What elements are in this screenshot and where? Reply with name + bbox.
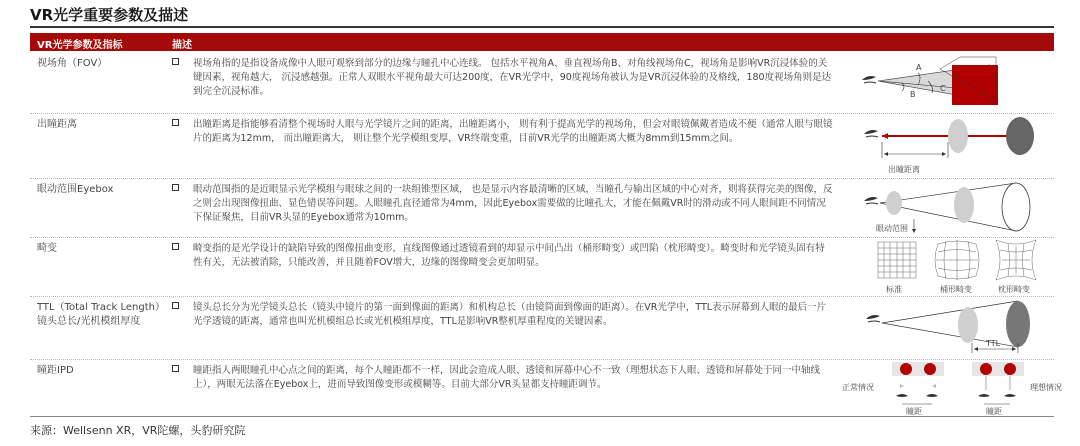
ipd-diagram — [840, 360, 1062, 418]
fov-diagram — [840, 53, 1054, 113]
header-desc: 描述 — [172, 40, 192, 51]
table-row — [30, 114, 1054, 178]
checkbox-bullet-icon — [172, 184, 179, 191]
ipd-pupil-label-1: 瞳距 — [906, 407, 922, 416]
lens-shape — [958, 307, 978, 343]
checkbox-bullet-icon — [172, 58, 179, 65]
ttl-diagram — [840, 297, 1054, 359]
desc-ipd: 瞳距指人两眼瞳孔中心点之间的距离，每个人瞳距都不一样，因此会造成人眼、透镜和屏幕中心不一致（理想状态下人眼、透镜和屏幕处于同一中轴线上），两眼无法落在Eyebox上，进而导致图像变形或模糊等。目前大部分VR头显都支持瞳距调节。 — [193, 365, 821, 390]
fov-label-c: C — [940, 84, 946, 93]
table-row — [30, 238, 1054, 296]
eye-icon — [864, 197, 878, 201]
ipd-ideal-label: 理想情况 — [1030, 383, 1062, 392]
desc-ttl: 镜头总长分为光学镜头总长（镜头中镜片的第一面到像面的距离）和机构总长（由镜筒面到像面的距离）。在VR光学中，TTL表示屏幕到人眼的最后一片光学透镜的距离，通常也叫光机模组总长或光机模组厚度，TTL是影响VR整机厚重程度的关键因素。 — [193, 302, 827, 327]
eyebox-label: 眼动范围 — [876, 224, 908, 233]
param-distortion: 畸变 — [37, 243, 57, 254]
grid-pincushion-icon — [996, 240, 1036, 280]
param-fov: 视场角（FOV） — [37, 58, 108, 69]
eyebox-diagram — [840, 179, 1054, 237]
table-bottom-rule — [30, 416, 1054, 418]
desc-fov: 视场角指的是指设备成像中人眼可观察到部分的边缘与瞳孔中心连线。 包括水平视角A、垂直视场角B、对角线视场角C，视场角是影响VR沉浸体验的关键因素，视角越大， 沉浸感越强。正常人双眼水平视角最大可达200度，在VR光学中，90度视场角被认为是VR沉浸体验的及格线，180度视场角则是达到完全沉浸标准。 — [193, 58, 832, 97]
header-param: VR光学参数及指标 — [37, 40, 123, 51]
eye-icon — [864, 130, 878, 134]
lens-dot-icon — [924, 363, 936, 375]
grid-standard-icon — [878, 242, 916, 278]
lens-shape — [948, 119, 968, 153]
table-row — [30, 360, 1062, 416]
table-header — [30, 33, 1054, 51]
exit-pupil-diagram — [840, 114, 1054, 178]
checkbox-bullet-icon — [172, 243, 179, 250]
lens-dot-icon — [980, 363, 992, 375]
grid-barrel-icon — [935, 240, 979, 280]
lens-shape — [954, 187, 974, 223]
fov-label-b: B — [910, 90, 916, 99]
desc-exit-pupil: 出瞳距离是指能够看清整个视场时人眼与光学镜片之间的距离，出瞳距离小， 则有利于提高光学的视场角，但会对眼镜佩戴者造成不便（通常人眼与眼镜片的距离为12mm， 而出瞳距离大， 则让整个光学模组变厚，VR终端变重，目前VR光学的出瞳距离大概为8mm到15mm之间。 — [193, 119, 833, 144]
page-title: VR光学重要参数及描述 — [30, 6, 189, 24]
fov-label-a: A — [916, 63, 922, 72]
eye-icon — [862, 76, 876, 80]
title-divider — [30, 26, 1054, 28]
eye-icon — [1004, 394, 1016, 397]
eye-icon — [866, 315, 880, 319]
checkbox-bullet-icon — [172, 119, 179, 126]
screen-shape — [1006, 301, 1030, 347]
param-ttl: TTL（Total Track Length）镜头总长/光机模组厚度 — [37, 302, 165, 327]
lens-dot-icon — [900, 363, 912, 375]
checkbox-bullet-icon — [172, 365, 179, 372]
table-row — [30, 53, 1054, 113]
eye-icon — [926, 394, 938, 397]
lens-dot-icon — [1004, 363, 1016, 375]
eye-icon — [978, 394, 990, 397]
desc-eyebox: 眼动范围指的是近眼显示光学模组与眼球之间的一块组锥型区域， 也是显示内容最清晰的区域，当瞳孔与输出区域的中心对齐，则将获得完美的图像，反之则会出现图像扭曲、显色错误等问题。人眼瞳孔直径通常为4mm，因此Eyebox需要做的比瞳孔大，才能在佩戴VR时的滑动或不同人眼间距不同情况下保证聚焦，目前VR头显的Eyebox通常为10mm。 — [193, 184, 833, 223]
eye-icon — [896, 394, 908, 397]
table-row — [30, 179, 1054, 237]
desc-distortion: 畸变指的是光学设计的缺陷导致的图像扭曲变形，直线图像通过透镜看到的却显示中间凸出（桶形畸变）或凹陷（枕形畸变）。畸变时和光学镜头固有特性有关，无法被消除，只能改善，并且随着FOV增大，边缘的图像畸变会更加明显。 — [193, 243, 825, 268]
label-barrel: 桶形畸变 — [940, 285, 972, 294]
screen-shape — [1002, 183, 1030, 231]
param-exit-pupil: 出瞳距离 — [37, 119, 77, 130]
exit-pupil-label: 出瞳距离 — [888, 165, 920, 174]
ttl-label: TTL — [986, 339, 1001, 348]
screen-shape — [1006, 117, 1034, 155]
ipd-pupil-label-2: 瞳距 — [986, 407, 1002, 416]
label-standard: 标准 — [886, 285, 902, 294]
table-row — [30, 297, 1054, 359]
screen-shape — [952, 65, 998, 105]
label-pincushion: 枕形畸变 — [998, 285, 1030, 294]
checkbox-bullet-icon — [172, 302, 179, 309]
source-note: 来源：Wellsenn XR，VR陀螺，头豹研究院 — [30, 424, 246, 437]
ipd-normal-label: 正常情况 — [842, 383, 874, 392]
param-ipd: 瞳距IPD — [37, 365, 74, 376]
distortion-diagram — [840, 238, 1054, 296]
param-eyebox: 眼动范围Eyebox — [37, 184, 114, 195]
